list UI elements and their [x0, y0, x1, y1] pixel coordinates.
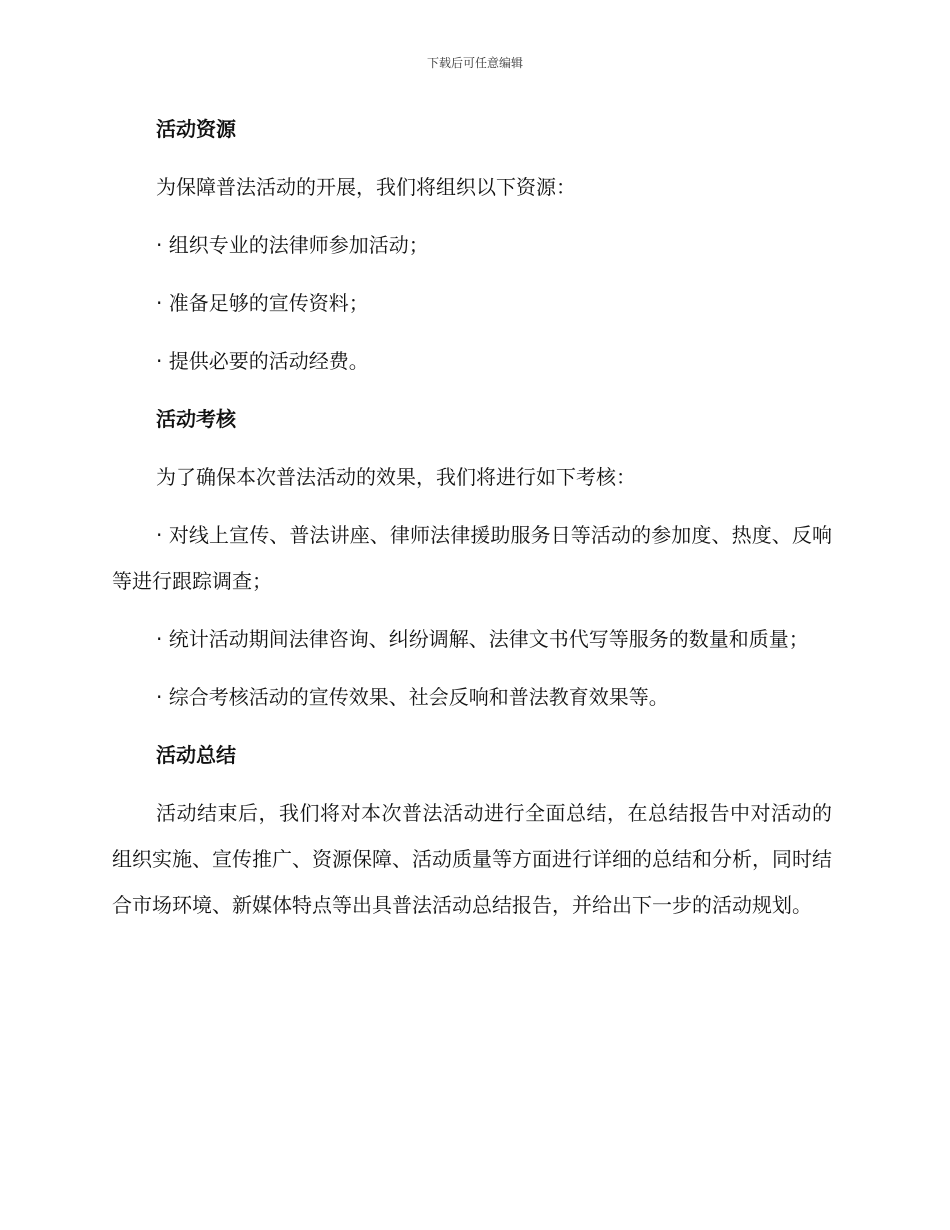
bullet-item: · 综合考核活动的宣传效果、社会反响和普法教育效果等。: [156, 685, 669, 709]
paragraph: 为保障普法活动的开展，我们将组织以下资源：: [156, 175, 576, 199]
bullet-item: · 组织专业的法律师参加活动；: [156, 233, 429, 257]
section-heading: 活动资源: [156, 117, 236, 141]
section-heading: 活动考核: [156, 407, 236, 431]
paragraph: 为了确保本次普法活动的效果，我们将进行如下考核：: [156, 465, 636, 489]
page-header: 下载后可任意编辑: [426, 56, 523, 70]
section-resources: [112, 106, 832, 384]
bullet-item: · 提供必要的活动经费。: [156, 349, 369, 373]
bullet-item: · 统计活动期间法律咨询、纠纷调解、法律文书代写等服务的数量和质量；: [156, 627, 809, 651]
section-heading: 活动总结: [156, 743, 236, 767]
document-body: [112, 106, 832, 940]
section-assessment: [112, 396, 832, 720]
bullet-item: · 准备足够的宣传资料；: [156, 291, 369, 315]
section-summary: [112, 732, 832, 928]
paragraph: 活动结束后，我们将对本次普法活动进行全面总结，在总结报告中对活动的组织实施、宣传推广、资源保障、活动质量等方面进行详细的总结和分析，同时结合市场环境、新媒体特点等出具普法活动总结报告，并给出下一步的活动规划。: [112, 801, 832, 917]
bullet-item: · 对线上宣传、普法讲座、律师法律援助服务日等活动的参加度、热度、反响等进行跟踪调查；: [112, 523, 832, 593]
